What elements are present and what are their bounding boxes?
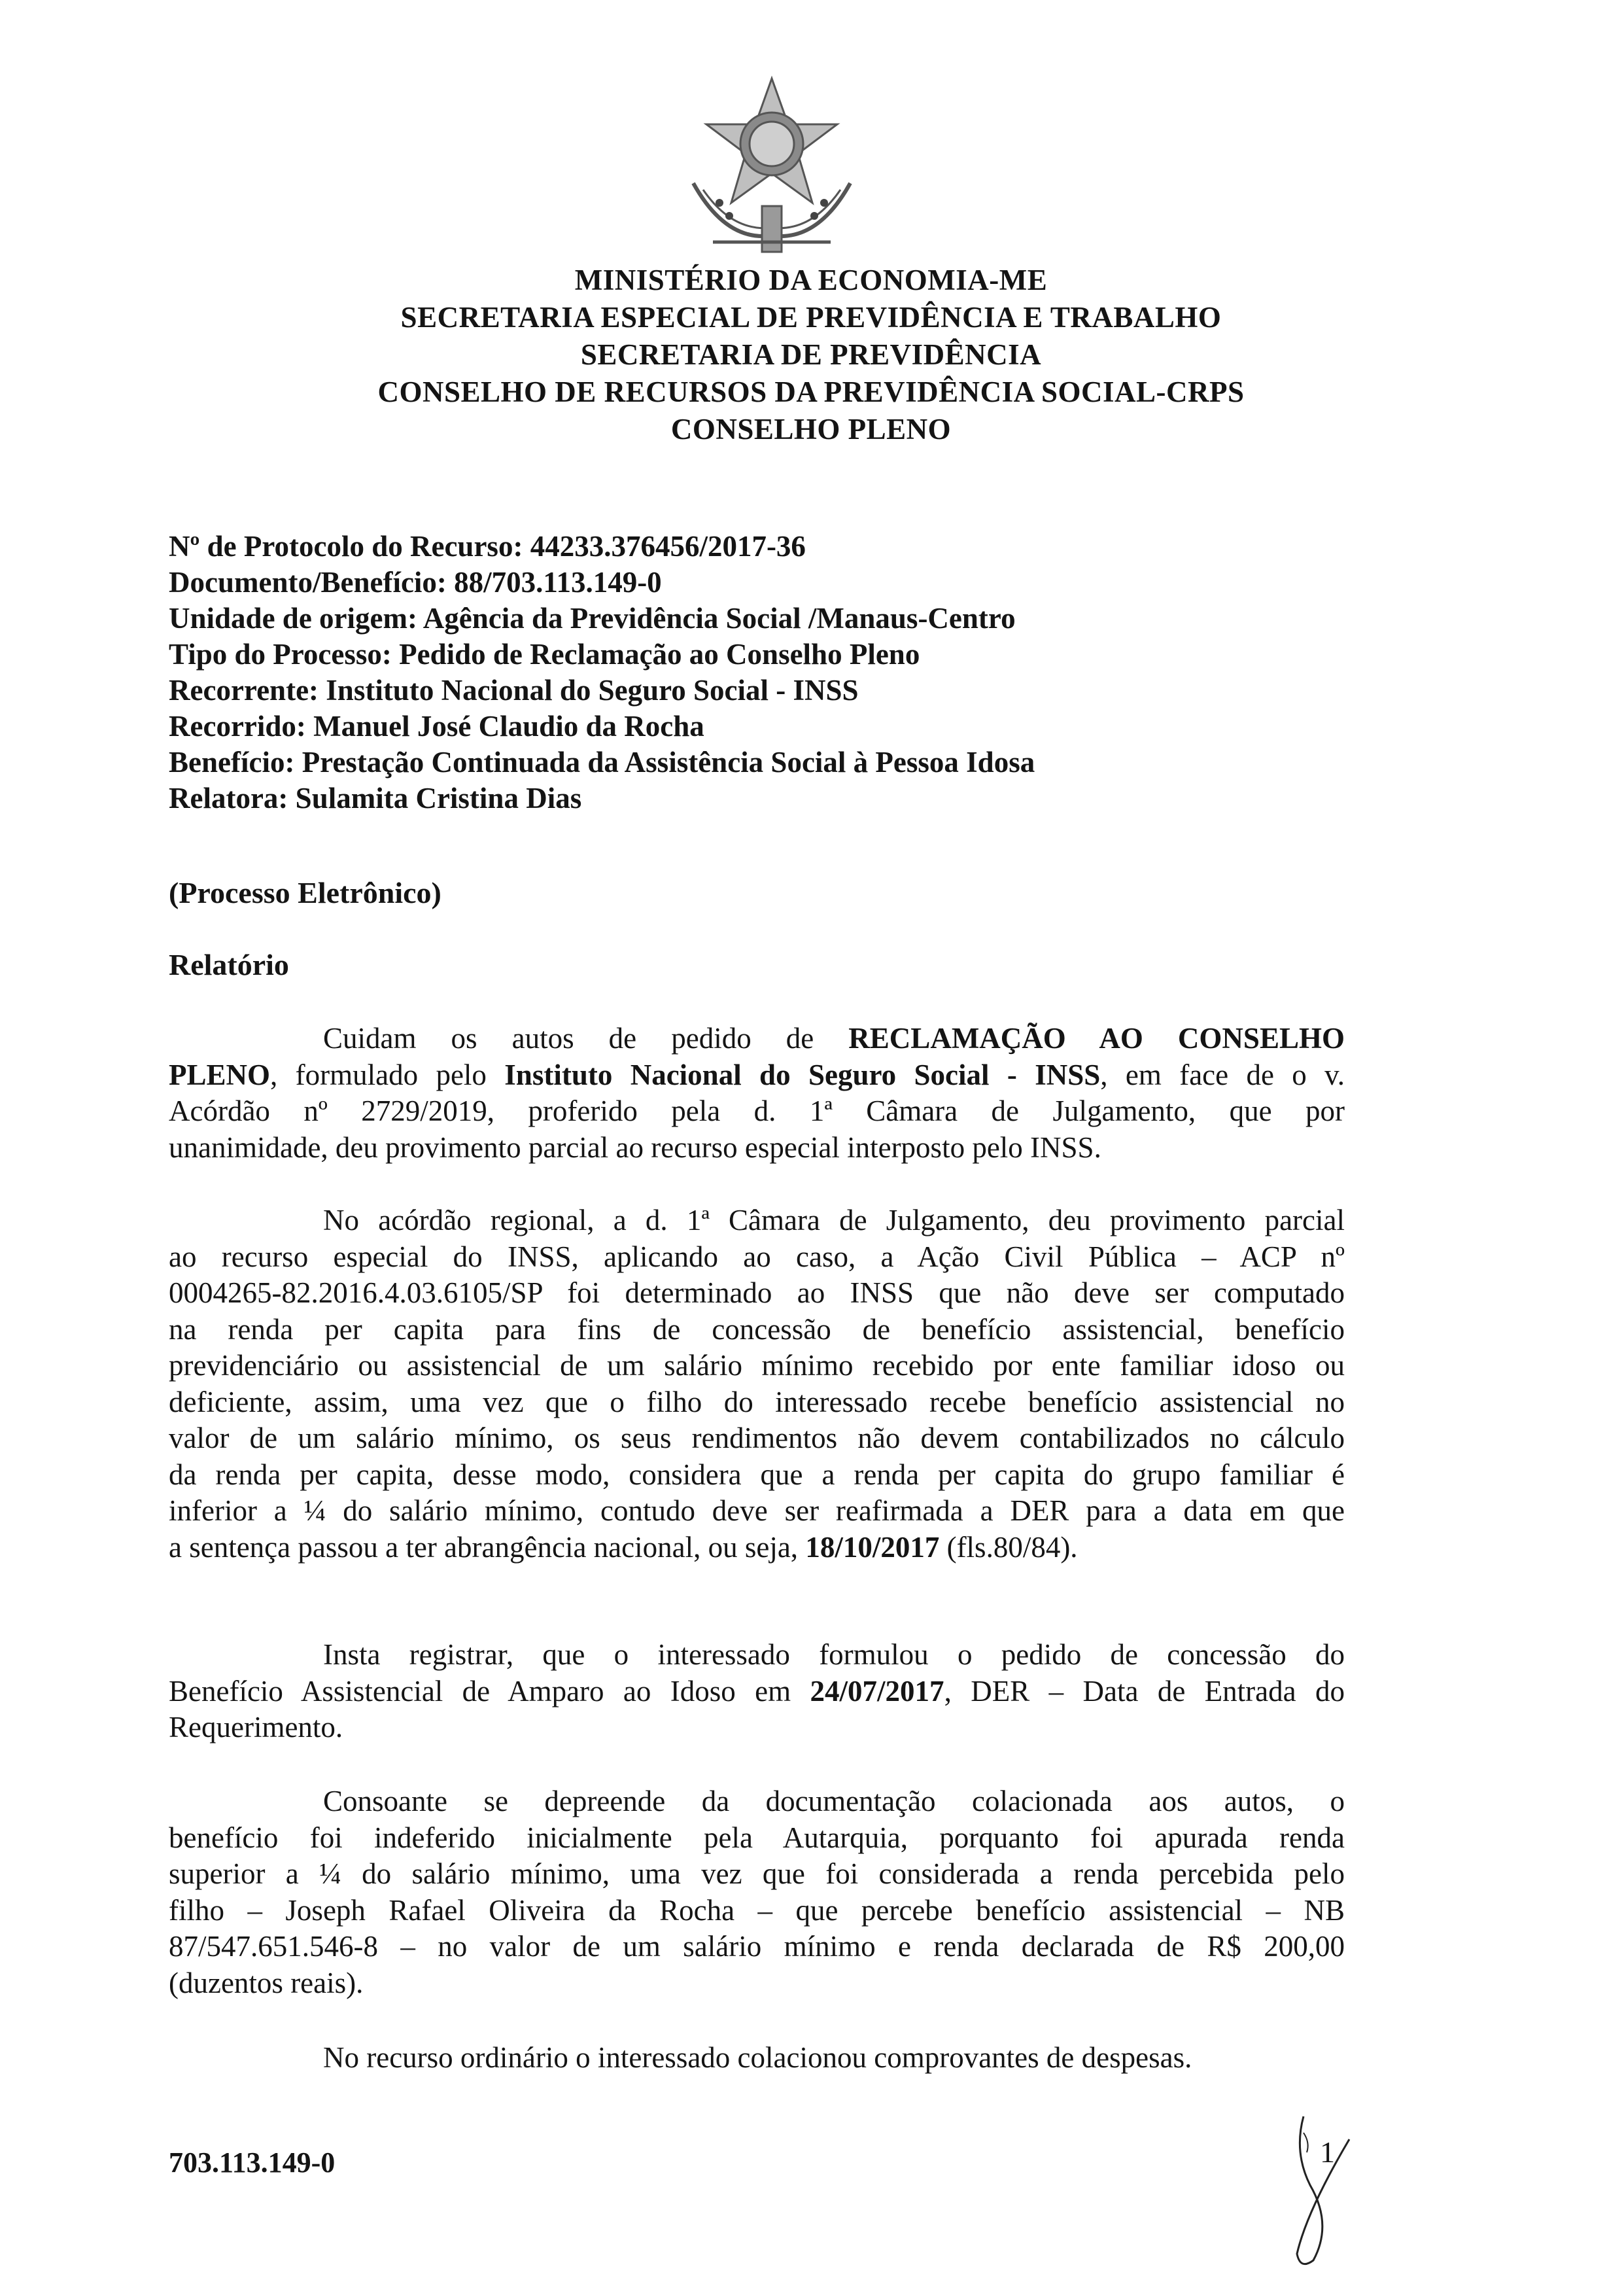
meta-row-rapporteur [169, 780, 1035, 816]
meta-row-benefit [169, 745, 1035, 780]
meta-label: Documento/Benefício: [169, 566, 447, 599]
paragraph-line: 87/547.651.546-8 – no valor de um salário mínimo e renda declarada de R$ 200,00 [169, 1930, 1345, 1963]
meta-row-process-type [169, 637, 1035, 673]
paragraph-line: a sentença passou a ter abrangência nacional, ou seja, 18/10/2017 (fls.80/84). [169, 1530, 1078, 1564]
paragraph-4 [169, 1783, 1345, 2001]
paragraph-line: valor de um salário mínimo, os seus rendimentos não devem contabilizados no cálculo [169, 1422, 1345, 1454]
paragraph-line: benefício foi indeferido inicialmente pela Autarquia, porquanto foi apurada renda [169, 1821, 1345, 1854]
meta-value: Instituto Nacional do Seguro Social - INSS [326, 674, 859, 707]
meta-value: Agência da Previdência Social /Manaus-Centro [423, 602, 1016, 635]
header-line-plenary: CONSELHO PLENO [670, 413, 952, 446]
paragraph-5 [169, 2040, 1345, 2076]
header-line-secretariat: SECRETARIA DE PREVIDÊNCIA [580, 338, 1042, 371]
header-line-secretariat-special: SECRETARIA ESPECIAL DE PREVIDÊNCIA E TRABALHO [400, 301, 1222, 334]
bold-text: 18/10/2017 [805, 1530, 940, 1564]
meta-label: Nº de Protocolo do Recurso: [169, 530, 523, 563]
meta-value: 88/703.113.149-0 [454, 566, 662, 599]
header-line-ministry: MINISTÉRIO DA ECONOMIA-ME [574, 264, 1048, 296]
meta-row-appellant [169, 673, 1035, 709]
paragraph-line: inferior a ¼ do salário mínimo, contudo deve ser reafirmada a DER para a data em que [169, 1494, 1345, 1527]
page-number: 1 [1320, 2135, 1335, 2169]
bold-text: 24/07/2017 [810, 1674, 944, 1708]
bold-text: Instituto Nacional do Seguro Social - INSS [504, 1058, 1101, 1091]
meta-label: Tipo do Processo: [169, 638, 392, 671]
process-type-label: (Processo Eletrônico) [169, 876, 441, 909]
paragraph-line: (duzentos reais). [169, 1966, 364, 1999]
paragraph-line: Requerimento. [169, 1711, 343, 1743]
meta-label: Recorrente: [169, 674, 319, 707]
meta-value: Pedido de Reclamação ao Conselho Pleno [399, 638, 920, 671]
bold-text: PLENO [169, 1058, 271, 1091]
paragraph-line: unanimidade, deu provimento parcial ao recurso especial interposto pelo INSS. [169, 1130, 1101, 1164]
meta-value: Prestação Continuada da Assistência Social à Pessoa Idosa [302, 746, 1035, 779]
header-line-council: CONSELHO DE RECURSOS DA PREVIDÊNCIA SOCIAL-CRPS [377, 376, 1245, 408]
paragraph-line: Benefício Assistencial de Amparo ao Idoso em 24/07/2017, DER – Data de Entrada do [169, 1674, 1345, 1708]
meta-row-document [169, 565, 1035, 601]
paragraph-line: ao recurso especial do INSS, aplicando ao caso, a Ação Civil Pública – ACP nº [169, 1240, 1345, 1273]
paragraph-line: 0004265-82.2016.4.03.6105/SP foi determinado ao INSS que não deve ser computado [169, 1276, 1345, 1309]
page-number-initials [1287, 2113, 1366, 2270]
paragraph-line: deficiente, assim, uma vez que o filho do interessado recebe benefício assistencial no [169, 1385, 1345, 1418]
paragraph-line: No acórdão regional, a d. 1ª Câmara de Julgamento, deu provimento parcial [323, 1204, 1345, 1236]
meta-label: Recorrido: [169, 710, 306, 743]
meta-label: Benefício: [169, 746, 295, 779]
meta-value: 44233.376456/2017-36 [530, 530, 806, 563]
paragraph-line: Insta registrar, que o interessado formulou o pedido de concessão do [323, 1638, 1345, 1671]
paragraph-line: No recurso ordinário o interessado colacionou comprovantes de despesas. [323, 2041, 1192, 2074]
paragraph-line: Acórdão nº 2729/2019, proferido pela d. 1ª Câmara de Julgamento, que por [169, 1095, 1345, 1127]
footer-reference: 703.113.149-0 [169, 2146, 336, 2179]
paragraph-line: PLENO, formulado pelo Instituto Nacional do Seguro Social - INSS, em face de o v. [169, 1058, 1345, 1091]
meta-label: Unidade de origem: [169, 602, 417, 635]
case-metadata [169, 529, 1035, 816]
meta-row-origin [169, 601, 1035, 637]
paragraph-line: superior a ¼ do salário mínimo, uma vez que foi considerada a renda percebida pelo [169, 1857, 1345, 1890]
paragraph-line: Cuidam os autos de pedido de RECLAMAÇÃO AO CONSELHO [323, 1022, 1345, 1055]
paragraph-line: previdenciário ou assistencial de um salário mínimo recebido por ente familiar idoso ou [169, 1349, 1345, 1382]
meta-value: Manuel José Claudio da Rocha [313, 710, 704, 743]
meta-row-protocol [169, 529, 1035, 565]
meta-row-appellee [169, 709, 1035, 745]
meta-value: Sulamita Cristina Dias [295, 782, 582, 815]
paragraph-2 [169, 1202, 1345, 1566]
paragraph-line: na renda per capita para fins de concessão de benefício assistencial, benefício [169, 1312, 1345, 1346]
paragraph-line: Consoante se depreende da documentação colacionada aos autos, o [323, 1785, 1345, 1817]
paragraph-line: da renda per capita, desse modo, considera que a renda per capita do grupo familiar é [169, 1458, 1345, 1491]
paragraph-1 [169, 1021, 1345, 1166]
paragraph-3 [169, 1637, 1345, 1746]
document-header [196, 262, 1426, 448]
bold-text: RECLAMAÇÃO AO CONSELHO [848, 1022, 1345, 1055]
coat-of-arms-emblem [667, 72, 876, 268]
paragraph-line: filho – Joseph Rafael Oliveira da Rocha – que percebe benefício assistencial – NB [169, 1893, 1345, 1927]
section-title: Relatório [169, 948, 289, 981]
meta-label: Relatora: [169, 782, 288, 815]
